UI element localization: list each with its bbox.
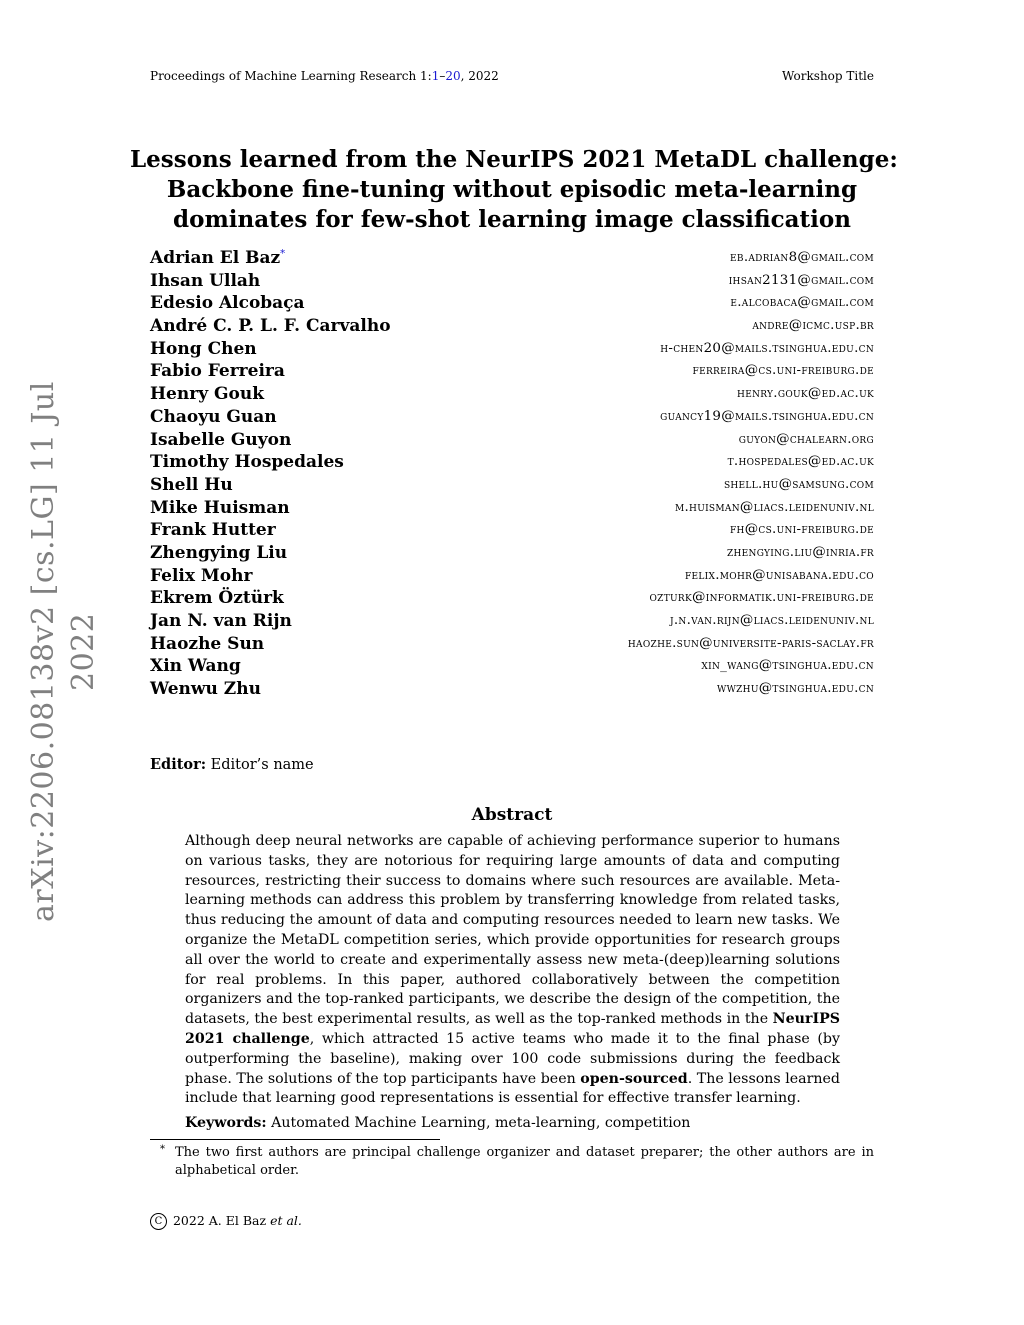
author-email: t.hospedales@ed.ac.uk: [727, 454, 874, 470]
author-name: André C. P. L. F. Carvalho: [150, 316, 391, 337]
abstract-bold-open-sourced: open-sourced: [580, 1070, 688, 1087]
author-name: Fabio Ferreira: [150, 361, 285, 382]
author-row: [150, 406, 874, 429]
author-row: [150, 678, 874, 701]
author-email: andre@icmc.usp.br: [752, 318, 874, 334]
author-row: [150, 429, 874, 452]
running-head-left: Proceedings of Machine Learning Research 1:1–20, 2022: [150, 69, 499, 83]
author-email: guancy19@mails.tsinghua.edu.cn: [660, 408, 874, 424]
author-name: Adrian El Baz: [150, 248, 281, 268]
author-name-wrap: [150, 497, 290, 520]
title-line-2: Backbone fine-tuning without episodic meta-learning: [166, 176, 858, 203]
author-row: [150, 565, 874, 588]
author-name-wrap: [150, 429, 291, 452]
author-row: [150, 633, 874, 656]
author-name: Chaoyu Guan: [150, 406, 277, 427]
author-name: Frank Hutter: [150, 520, 276, 541]
paper-title: [130, 145, 898, 235]
author-name: Felix Mohr: [150, 565, 253, 586]
author-row: [150, 519, 874, 542]
author-row: [150, 655, 874, 678]
editor-name: Editor’s name: [210, 757, 314, 773]
author-name-wrap: [150, 542, 287, 565]
author-name-wrap: [150, 655, 241, 678]
author-email: fh@cs.uni-freiburg.de: [730, 522, 874, 538]
author-row: [150, 451, 874, 474]
author-row: [150, 338, 874, 361]
author-name: Isabelle Guyon: [150, 429, 292, 450]
running-head-right: Workshop Title: [782, 69, 874, 83]
running-head: [150, 68, 874, 84]
author-name-wrap: [150, 270, 260, 293]
author-name: Haozhe Sun: [150, 633, 265, 654]
author-name-wrap: [150, 565, 252, 588]
author-email: guyon@chalearn.org: [738, 431, 874, 447]
author-name: Henry Gouk: [150, 384, 264, 405]
author-name: Wenwu Zhu: [150, 679, 261, 700]
author-email: eb.adrian8@gmail.com: [730, 250, 874, 265]
author-name: Zhengying Liu: [150, 542, 288, 563]
author-email: ferreira@cs.uni-freiburg.de: [692, 363, 874, 379]
author-name-wrap: [150, 587, 284, 610]
abstract-heading: Abstract: [471, 805, 553, 825]
author-name-wrap: [150, 678, 261, 701]
author-name: Timothy Hospedales: [150, 452, 344, 473]
editor-line: [150, 756, 314, 774]
author-footnote-mark[interactable]: *: [280, 248, 286, 260]
author-email: e.alcobaca@gmail.com: [730, 295, 874, 311]
last-page-link[interactable]: 20: [445, 69, 461, 83]
footnote: [160, 1144, 874, 1180]
author-name-wrap: [150, 610, 292, 633]
editor-label: Editor:: [150, 756, 207, 773]
author-name-wrap: [150, 247, 285, 270]
author-name-wrap: [150, 519, 276, 542]
first-page-link[interactable]: 1: [431, 69, 440, 83]
keywords-value: Automated Machine Learning, meta-learning, competition: [271, 1115, 691, 1131]
footnote-text: The two first authors are principal challenge organizer and dataset preparer; the other authors are in alphabetical order.: [175, 1145, 874, 1178]
footnote-mark: *: [160, 1144, 165, 1155]
copyright-text: 2022 A. El Baz: [172, 1213, 267, 1228]
keywords-line: [185, 1114, 840, 1134]
author-row: [150, 315, 874, 338]
author-row: [150, 247, 874, 270]
abstract-bold-neurips: NeurIPS 2021 challenge: [185, 1011, 840, 1047]
arxiv-stamp: arXiv:2206.08138v2 [cs.LG] 11 Jul 2022: [26, 381, 101, 923]
author-row: [150, 497, 874, 520]
author-name-wrap: [150, 633, 264, 656]
author-email: j.n.van.rijn@liacs.leidenuniv.nl: [669, 613, 874, 628]
author-name-wrap: [150, 383, 264, 406]
author-row: [150, 360, 874, 383]
author-email: ihsan2131@gmail.com: [728, 272, 874, 288]
author-email: wwzhu@tsinghua.edu.cn: [717, 681, 874, 697]
author-name-wrap: [150, 451, 344, 474]
author-row: [150, 270, 874, 293]
copyright-line: [150, 1212, 302, 1230]
author-name: Edesio Alcobaça: [150, 293, 305, 314]
author-name-wrap: [150, 338, 257, 361]
footnote-rule: [150, 1139, 440, 1140]
author-name: Hong Chen: [150, 338, 257, 359]
author-email: henry.gouk@ed.ac.uk: [737, 386, 874, 402]
author-email: haozhe.sun@universite-paris-saclay.fr: [627, 635, 874, 651]
author-list: [150, 247, 874, 701]
author-name: Xin Wang: [150, 656, 241, 677]
author-row: [150, 587, 874, 610]
author-name-wrap: [150, 292, 305, 315]
author-name: Mike Huisman: [150, 497, 290, 518]
author-email: xin_wang@tsinghua.edu.cn: [701, 658, 874, 674]
author-name: Jan N. van Rijn: [150, 611, 292, 631]
title-line-1: Lessons learned from the NeurIPS 2021 MetaDL challenge:: [130, 146, 898, 173]
copyright-etal: et al.: [270, 1213, 302, 1228]
copyright-icon: C: [150, 1213, 167, 1230]
author-email: zhengying.liu@inria.fr: [726, 544, 874, 560]
author-email: h-chen20@mails.tsinghua.edu.cn: [660, 340, 874, 356]
abstract-body: Although deep neural networks are capable of achieving performance superior to humans on various tasks, they are notorious for requiring large amounts of data and computing resources, restricting their success to domains where such resources are available. Meta-learning methods can address this problem by transferring knowledge from related tasks, thus reducing the amount of data and computing resources needed to learn new tasks. We organize the MetaDL competition series, which provide opportunities for research groups all over the world to create and experimentally assess new meta-(deep)learning solutions for real problems. In this paper, authored collaboratively between the competition organizers and the top-ranked participants, we describe the design of the competition, the datasets, the best experimental results, as well as the top-ranked methods in the NeurIPS 2021 challenge, which attracted 15 active teams who made it to the final phase (by outperforming the baseline), making over 100 code submissions during the feedback phase. The solutions of the top participants have been open-sourced. The lessons learned include that learning good representations is essential for effective transfer learning.: [185, 833, 840, 1107]
author-email: ozturk@informatik.uni-freiburg.de: [649, 590, 874, 606]
author-name: Ihsan Ullah: [150, 270, 261, 291]
author-row: [150, 292, 874, 315]
author-email: felix.mohr@unisabana.edu.co: [684, 567, 874, 583]
author-name-wrap: [150, 315, 391, 338]
author-name-wrap: [150, 360, 285, 383]
author-row: [150, 542, 874, 565]
title-line-3: dominates for few-shot learning image classification: [173, 206, 851, 233]
author-name: Ekrem Öztürk: [150, 588, 284, 609]
author-email: m.huisman@liacs.leidenuniv.nl: [674, 499, 874, 515]
author-email: shell.hu@samsung.com: [723, 476, 874, 492]
author-name-wrap: [150, 474, 233, 497]
author-row: [150, 474, 874, 497]
author-row: [150, 610, 874, 633]
author-row: [150, 383, 874, 406]
author-name-wrap: [150, 406, 277, 429]
keywords-label: Keywords:: [185, 1115, 267, 1131]
author-name: Shell Hu: [150, 474, 233, 495]
